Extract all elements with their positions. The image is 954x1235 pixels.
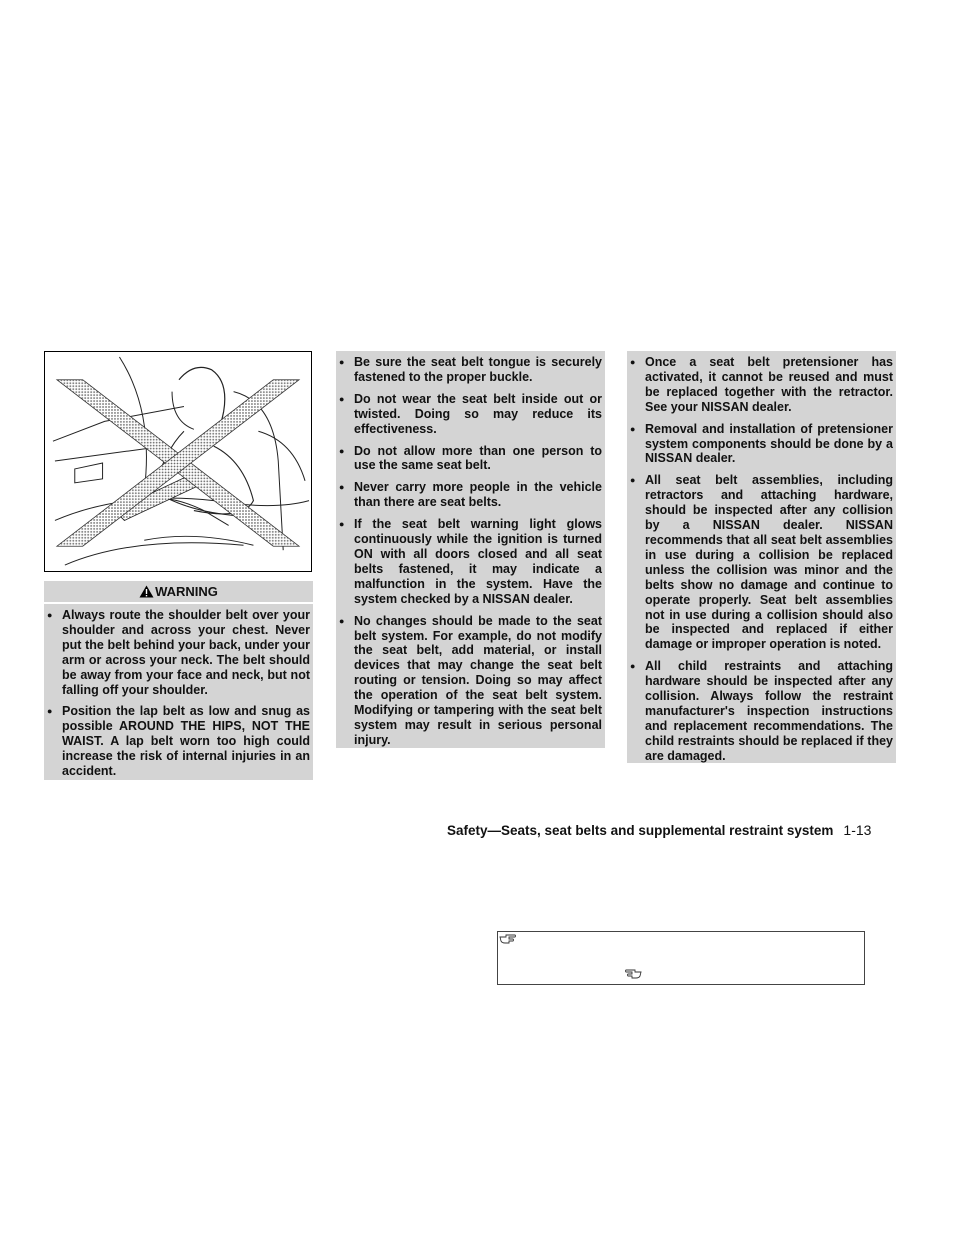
list-item: ● Be sure the seat belt tongue is securely fastened to the proper buckle.: [339, 355, 602, 385]
list-item: ● All seat belt assemblies, including retractors and attaching hardware, should be inspected after any collision by a NISSAN dealer. NISSAN recommends that all seat belt assemblies in use during a collision be replaced unless the collision was minor and the belts show no damage and continue to operate properly. Seat belt assemblies not in use during a collision should also be inspected and replaced if either damage or improper operation is noted.: [630, 473, 893, 652]
page-number: 1-13: [843, 822, 872, 838]
list-item: ● Position the lap belt as low and snug as possible AROUND THE HIPS, NOT THE WAIST. A lap belt worn too high could increase the risk of internal injuries in an accident.: [47, 704, 310, 779]
warning-label: WARNING: [155, 584, 218, 599]
stamp-box: [497, 931, 865, 985]
page-footer: [447, 822, 871, 838]
warning-column-2: [336, 351, 605, 748]
list-item: ● Always route the shoulder belt over your shoulder and across your chest. Never put the belt behind your back, under your arm or across your neck. The belt should be away from your face and neck, but not falling off your shoulder.: [47, 608, 310, 697]
warning-triangle-icon: [139, 585, 154, 598]
incorrect-belt-illustration: [44, 351, 312, 572]
list-item: ● Do not wear the seat belt inside out or twisted. Doing so may reduce its effectiveness.: [339, 392, 602, 437]
section-title: Safety—Seats, seat belts and supplemental restraint system: [447, 823, 834, 838]
list-item: ● Removal and installation of pretensioner system components should be done by a NISSAN dealer.: [630, 422, 893, 467]
warning-column-1: [44, 604, 313, 780]
list-item: ● Do not allow more than one person to use the same seat belt.: [339, 444, 602, 474]
warning-header: [44, 581, 313, 602]
list-item: ● If the seat belt warning light glows continuously while the ignition is turned ON with all doors closed and all seat belts fastened, it may indicate a malfunction in the system. Have the system checked by a NISSAN dealer.: [339, 517, 602, 606]
list-item: ● No changes should be made to the seat belt system. For example, do not modify the seat belt, add material, or install devices that may change the seat belt routing or tension. Doing so may affect the operation of the seat belt system. Modifying or tampering with the seat belt system may result in serious personal injury.: [339, 614, 602, 748]
pointing-hand-icon: [624, 968, 642, 980]
list-item: ● All child restraints and attaching hardware should be inspected after any collision. Always follow the restraint manufacturer's inspection instructions and replacement recommendations. The child restraints should be replaced if they are damaged.: [630, 659, 893, 763]
warning-column-3: [627, 351, 896, 763]
list-item: ● Never carry more people in the vehicle than there are seat belts.: [339, 480, 602, 510]
list-item: ● Once a seat belt pretensioner has activated, it cannot be reused and must be replaced together with the retractor. See your NISSAN dealer.: [630, 355, 893, 415]
pointing-hand-icon: [499, 933, 517, 945]
